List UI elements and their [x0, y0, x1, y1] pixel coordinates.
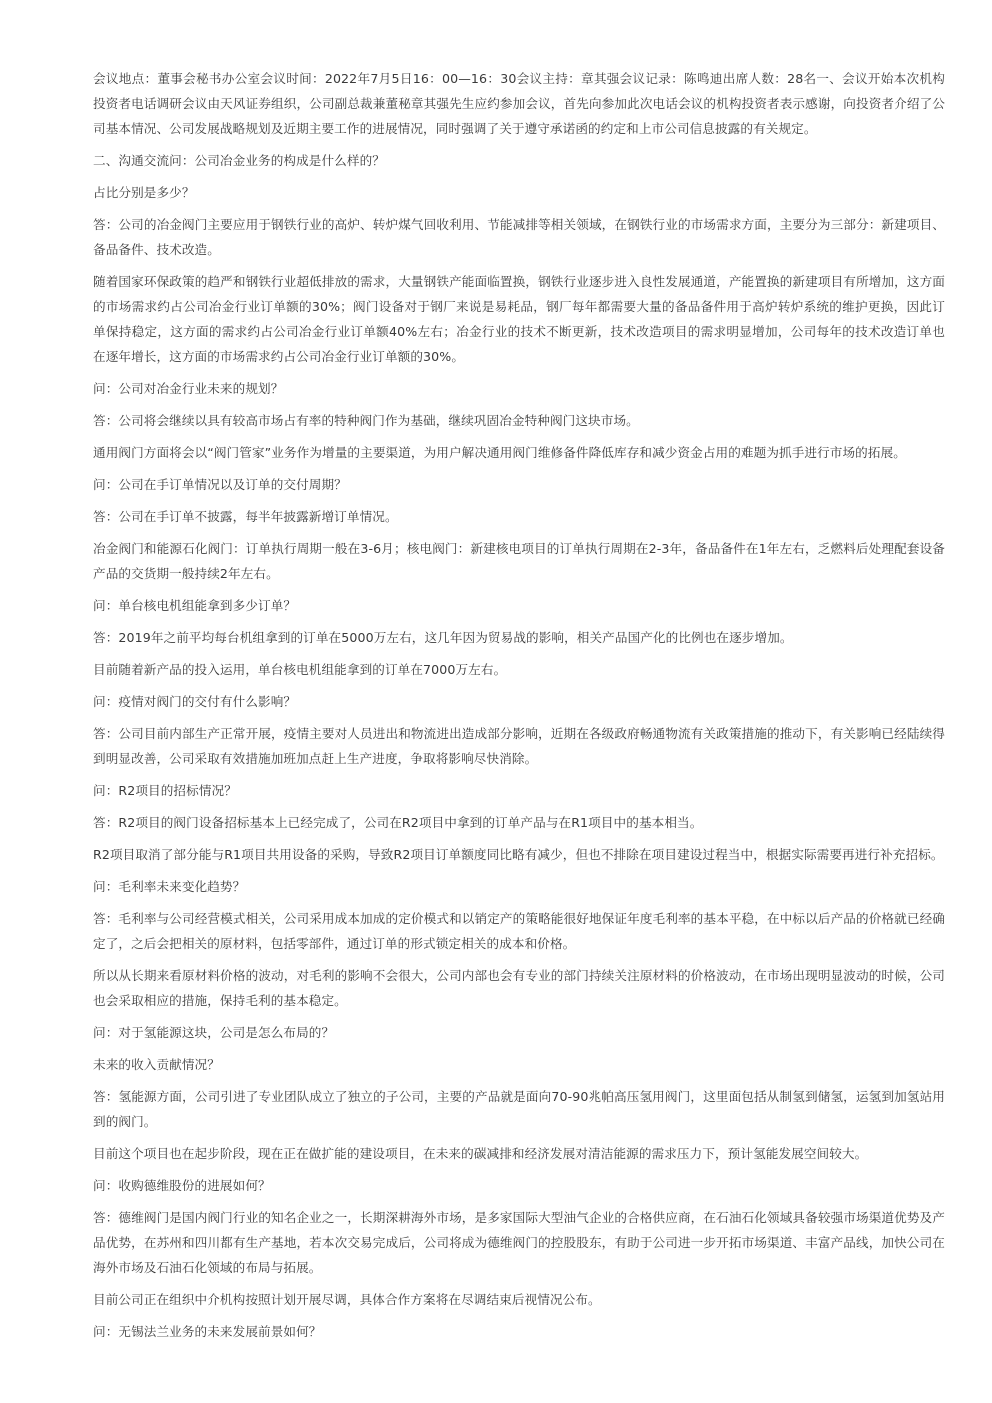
paragraph-answer-orders: 答：公司在手订单不披露，每半年披露新增订单情况。 — [93, 509, 398, 524]
paragraph-question-orders: 问：公司在手订单情况以及订单的交付周期？ — [93, 477, 347, 492]
paragraph-meeting-info: 会议地点：董事会秘书办公室会议时间：2022年7月5日16：00—16：30会议主持：章其强会议记录：陈鸣迪出席人数：28名一、会议开始本次机构投资者电话调研会议由天风证券组织，公司副总裁兼董秘章其强先生应约参加会议，首先向参加此次电话会议的机构投资者表示感谢，向投资者介绍了公司基本情况、公司发展战略规划及近期主要工作的进展情况，同时强调了关于遵守承诺函的约定和上市公司信息披露的有关规定。 — [93, 71, 945, 136]
paragraph-answer-plan: 答：公司将会继续以具有较高市场占有率的特种阀门作为基础，继续巩固冶金特种阀门这块市场。 — [93, 413, 639, 428]
paragraph-question-plan: 问：公司对冶金行业未来的规划？ — [93, 381, 284, 396]
paragraph-answer-epidemic: 答：公司目前内部生产正常开展，疫情主要对人员进出和物流进出造成部分影响，近期在各级政府畅通物流有关政策措施的推动下，有关影响已经陆续得到明显改善，公司采取有效措施加班加点赶上生产进度，争取将影响尽快消除。 — [93, 726, 945, 766]
paragraph-question-flange: 问：无锡法兰业务的未来发展前景如何？ — [93, 1324, 322, 1339]
paragraph-question-nuclear: 问：单台核电机组能拿到多少订单？ — [93, 598, 297, 613]
paragraph-answer-orders-detail: 冶金阀门和能源石化阀门：订单执行周期一般在3-6月；核电阀门：新建核电项目的订单执行周期在2-3年，备品备件在1年左右，乏燃料后处理配套设备产品的交货期一般持续2年左右。 — [93, 541, 945, 581]
paragraph-answer-r2-detail: R2项目取消了部分能与R1项目共用设备的采购，导致R2项目订单额度同比略有减少，但也不排除在项目建设过程当中，根据实际需要再进行补充招标。 — [93, 847, 944, 862]
paragraph-answer-margin-detail: 所以从长期来看原材料价格的波动，对毛利的影响不会很大，公司内部也会有专业的部门持续关注原材料的价格波动，在市场出现明显波动的时候，公司也会采取相应的措施，保持毛利的基本稳定。 — [93, 968, 945, 1008]
paragraph-answer-metallurgy: 答：公司的冶金阀门主要应用于钢铁行业的高炉、转炉煤气回收利用、节能减排等相关领域，在钢铁行业的市场需求方面，主要分为三部分：新建项目、备品备件、技术改造。 — [93, 217, 945, 257]
paragraph-question-r2: 问：R2项目的招标情况？ — [93, 783, 237, 798]
paragraph-answer-hydrogen: 答：氢能源方面，公司引进了专业团队成立了独立的子公司，主要的产品就是面向70-90兆帕高压氢用阀门，这里面包括从制氢到储氢，运氢到加氢站用到的阀门。 — [93, 1089, 945, 1129]
paragraph-answer-hydrogen-detail: 目前这个项目也在起步阶段，现在正在做扩能的建设项目，在未来的碳减排和经济发展对清洁能源的需求压力下，预计氢能发展空间较大。 — [93, 1146, 868, 1161]
paragraph-question-acquisition: 问：收购德维股份的进展如何？ — [93, 1178, 271, 1193]
paragraph-answer-r2: 答：R2项目的阀门设备招标基本上已经完成了，公司在R2项目中拿到的订单产品与在R1项目中的基本相当。 — [93, 815, 703, 830]
paragraph-question-hydrogen: 问：对于氢能源这块，公司是怎么布局的？ — [93, 1025, 335, 1040]
paragraph-question-share: 占比分别是多少？ — [93, 185, 195, 200]
paragraph-answer-acquisition-detail: 目前公司正在组织中介机构按照计划开展尽调，具体合作方案将在尽调结束后视情况公布。 — [93, 1292, 601, 1307]
paragraph-answer-metallurgy-detail: 随着国家环保政策的趋严和钢铁行业超低排放的需求，大量钢铁产能面临置换，钢铁行业逐步进入良性发展通道，产能置换的新建项目有所增加，这方面的市场需求约占公司冶金行业订单额的30%；阀门设备对于钢厂来说是易耗品，钢厂每年都需要大量的备品备件用于高炉转炉系统的维护更换，因此订单保持稳定，这方面的需求约占公司冶金行业订单额40%左右；冶金行业的技术不断更新，技术改造项目的需求明显增加，公司每年的技术改造订单也在逐年增长，这方面的市场需求约占公司冶金行业订单额的30%。 — [93, 274, 945, 364]
paragraph-question-metallurgy: 二、沟通交流问：公司冶金业务的构成是什么样的？ — [93, 153, 385, 168]
paragraph-answer-plan-detail: 通用阀门方面将会以“阀门管家”业务作为增量的主要渠道，为用户解决通用阀门维修备件降低库存和减少资金占用的难题为抓手进行市场的拓展。 — [93, 445, 906, 460]
paragraph-question-revenue: 未来的收入贡献情况？ — [93, 1057, 220, 1072]
paragraph-answer-nuclear-detail: 目前随着新产品的投入运用，单台核电机组能拿到的订单在7000万左右。 — [93, 662, 507, 677]
document-body — [93, 66, 945, 1351]
paragraph-answer-nuclear: 答：2019年之前平均每台机组拿到的订单在5000万左右，这几年因为贸易战的影响，相关产品国产化的比例也在逐步增加。 — [93, 630, 793, 645]
paragraph-answer-margin: 答：毛利率与公司经营模式相关，公司采用成本加成的定价模式和以销定产的策略能很好地保证年度毛利率的基本平稳，在中标以后产品的价格就已经确定了，之后会把相关的原材料，包括零部件，通过订单的形式锁定相关的成本和价格。 — [93, 911, 945, 951]
paragraph-question-margin: 问：毛利率未来变化趋势？ — [93, 879, 246, 894]
paragraph-question-epidemic: 问：疫情对阀门的交付有什么影响？ — [93, 694, 297, 709]
paragraph-answer-acquisition: 答：德维阀门是国内阀门行业的知名企业之一，长期深耕海外市场，是多家国际大型油气企业的合格供应商，在石油石化领域具备较强市场渠道优势及产品优势，在苏州和四川都有生产基地，若本次交易完成后，公司将成为德维阀门的控股股东，有助于公司进一步开拓市场渠道、丰富产品线，加快公司在海外市场及石油石化领域的布局与拓展。 — [93, 1210, 945, 1275]
